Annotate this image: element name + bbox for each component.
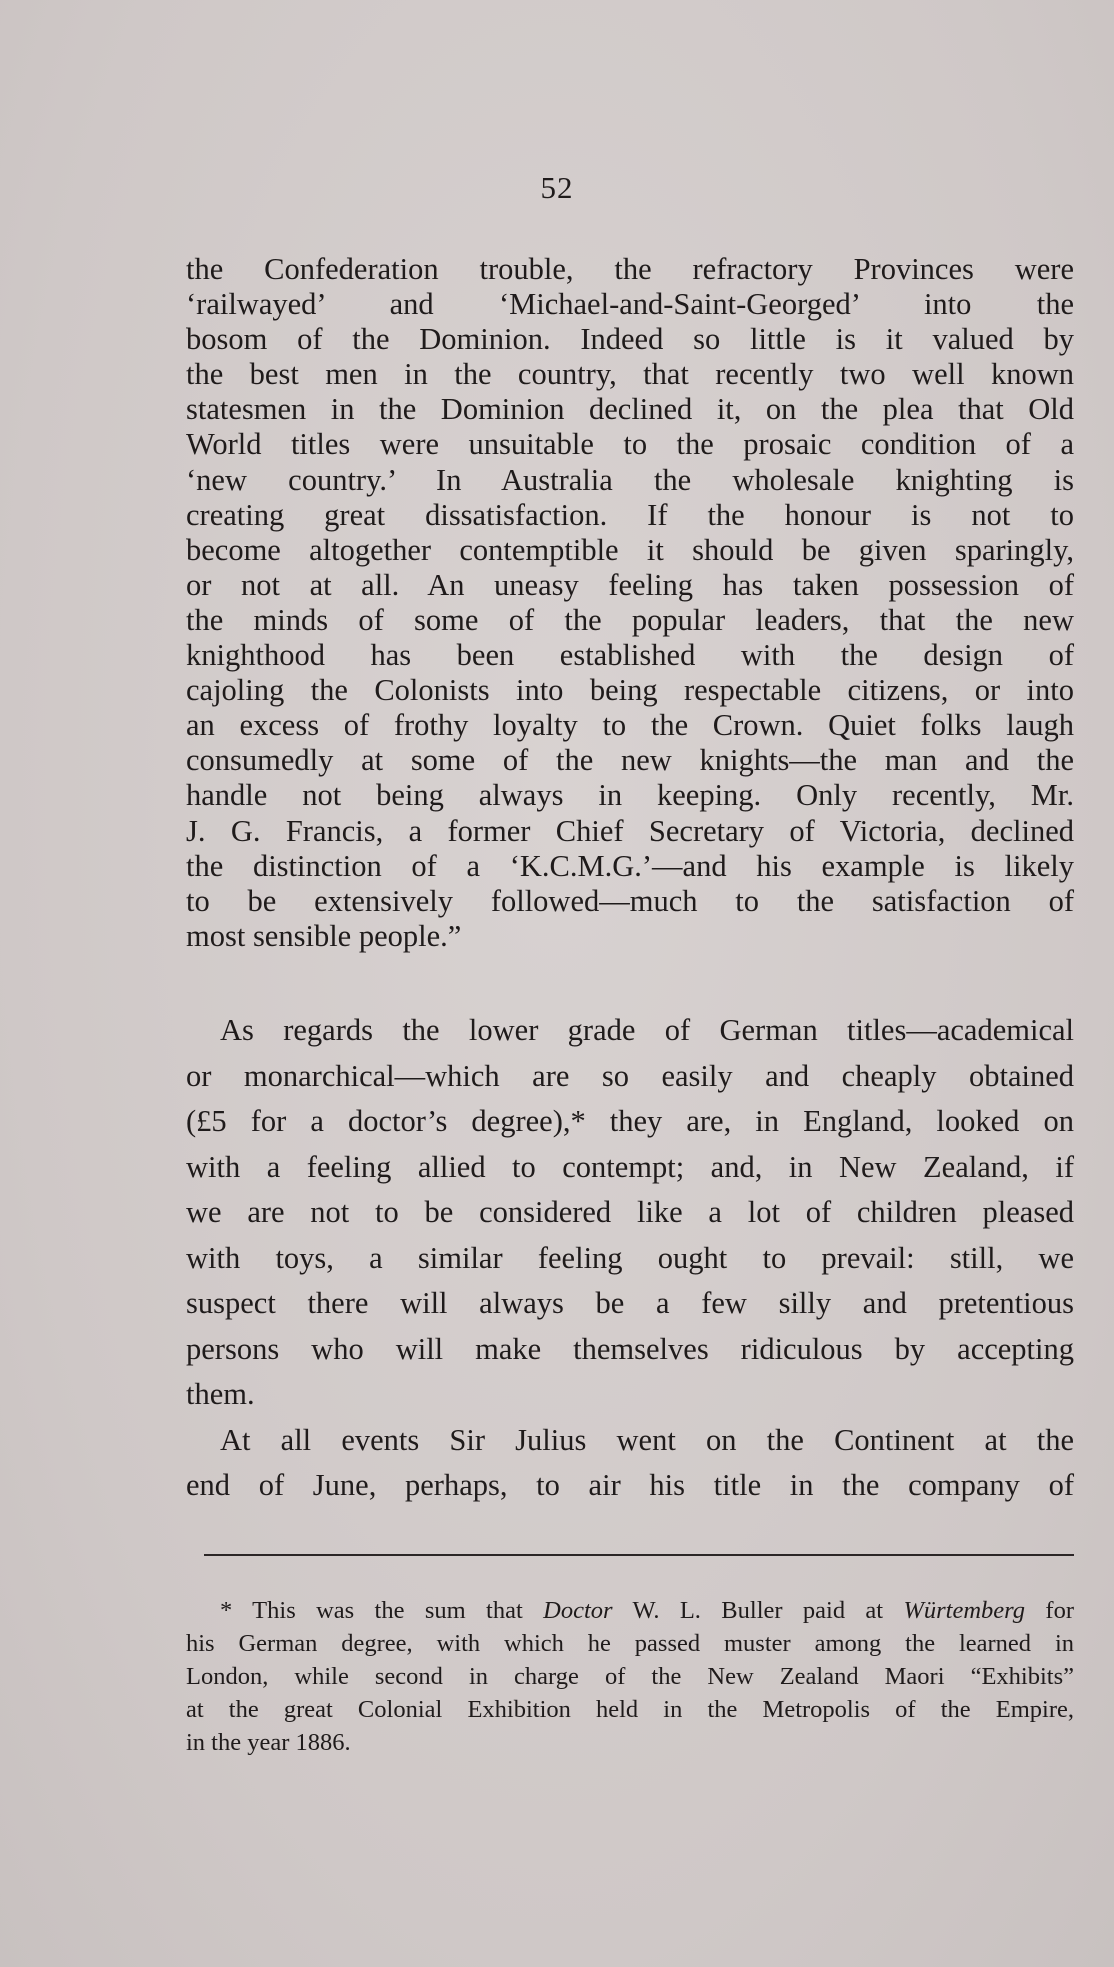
footnote — [186, 1594, 1074, 1759]
footnote-line: London, while second in charge of the New Zealand Maori “Exhibits” — [186, 1663, 1074, 1690]
footnote-line: in the year 1886. — [186, 1729, 351, 1756]
text-line: handle not being always in keeping. Only recently, Mr. — [186, 778, 1074, 813]
text-line: the best men in the country, that recently two well known — [186, 357, 1074, 392]
text-line: the distinction of a ‘K.C.M.G.’—and his example is likely — [186, 848, 1074, 883]
text-line: persons who will make themselves ridiculous by accepting — [186, 1331, 1074, 1366]
page-number: 52 — [540, 170, 574, 205]
text-line: bosom of the Dominion. Indeed so little is it valued by — [186, 322, 1074, 357]
text-line: the minds of some of the popular leaders, that the new — [186, 602, 1074, 637]
text-line: them. — [186, 1377, 255, 1411]
text-line: (£5 for a doctor’s degree),* they are, in England, looked on — [186, 1104, 1074, 1138]
footnote-emphasis: Doctor — [543, 1597, 613, 1624]
footnote-line: at the great Colonial Exhibition held in the Metropolis of the Empire, — [186, 1696, 1074, 1723]
footnote-place-name: Würtemberg — [903, 1597, 1026, 1624]
text-line: become altogether contemptible it should be given sparingly, — [186, 532, 1074, 567]
text-line: J. G. Francis, a former Chief Secretary of Victoria, declined — [186, 813, 1074, 848]
text-line: statesmen in the Dominion declined it, on the plea that Old — [186, 392, 1074, 427]
text-line: World titles were unsuitable to the prosaic condition of a — [186, 427, 1074, 462]
text-line: end of June, perhaps, to air his title in the company of — [186, 1468, 1074, 1502]
text-line: consumedly at some of the new knights—the man and the — [186, 743, 1074, 778]
text-line: ‘new country.’ In Australia the wholesale knighting is — [186, 462, 1074, 497]
text-line: or monarchical—which are so easily and cheaply obtained — [186, 1058, 1074, 1093]
text-line: with a feeling allied to contempt; and, in New Zealand, if — [186, 1149, 1074, 1184]
footnote-text: W. L. Buller paid at — [612, 1597, 904, 1624]
footnote-first-line — [186, 1594, 1074, 1627]
text-line: cajoling the Colonists into being respectable citizens, or into — [186, 673, 1074, 708]
quoted-passage — [186, 252, 1074, 954]
text-line: knighthood has been established with the design of — [186, 638, 1074, 673]
paragraph-first-line: At all events Sir Julius went on the Continent at the — [220, 1422, 1074, 1457]
footnote-divider — [204, 1554, 1074, 1556]
text-line: an excess of frothy loyalty to the Crown. Quiet folks laugh — [186, 708, 1074, 743]
footnote-line: his German degree, with which he passed muster among the learned in — [186, 1630, 1074, 1657]
paragraph-first-line: As regards the lower grade of German titles—academical — [220, 1013, 1074, 1047]
text-line: or not at all. An uneasy feeling has taken possession of — [186, 567, 1074, 602]
text-line: creating great dissatisfaction. If the honour is not to — [186, 497, 1074, 532]
footnote-text: for — [1025, 1597, 1074, 1624]
text-line: to be extensively followed—much to the satisfaction of — [186, 883, 1074, 918]
text-line: most sensible people.” — [186, 918, 462, 953]
text-line: the Confederation trouble, the refractory Provinces were — [186, 252, 1074, 286]
text-line: we are not to be considered like a lot of children pleased — [186, 1195, 1074, 1229]
text-line: with toys, a similar feeling ought to prevail: still, we — [186, 1240, 1074, 1275]
text-line: suspect there will always be a few silly and pretentious — [186, 1286, 1074, 1320]
body-text — [186, 1008, 1074, 1509]
footnote-text: * This was the sum that — [220, 1597, 544, 1624]
text-line: ‘railwayed’ and ‘Michael-and-Saint-Georged’ into the — [186, 287, 1074, 322]
